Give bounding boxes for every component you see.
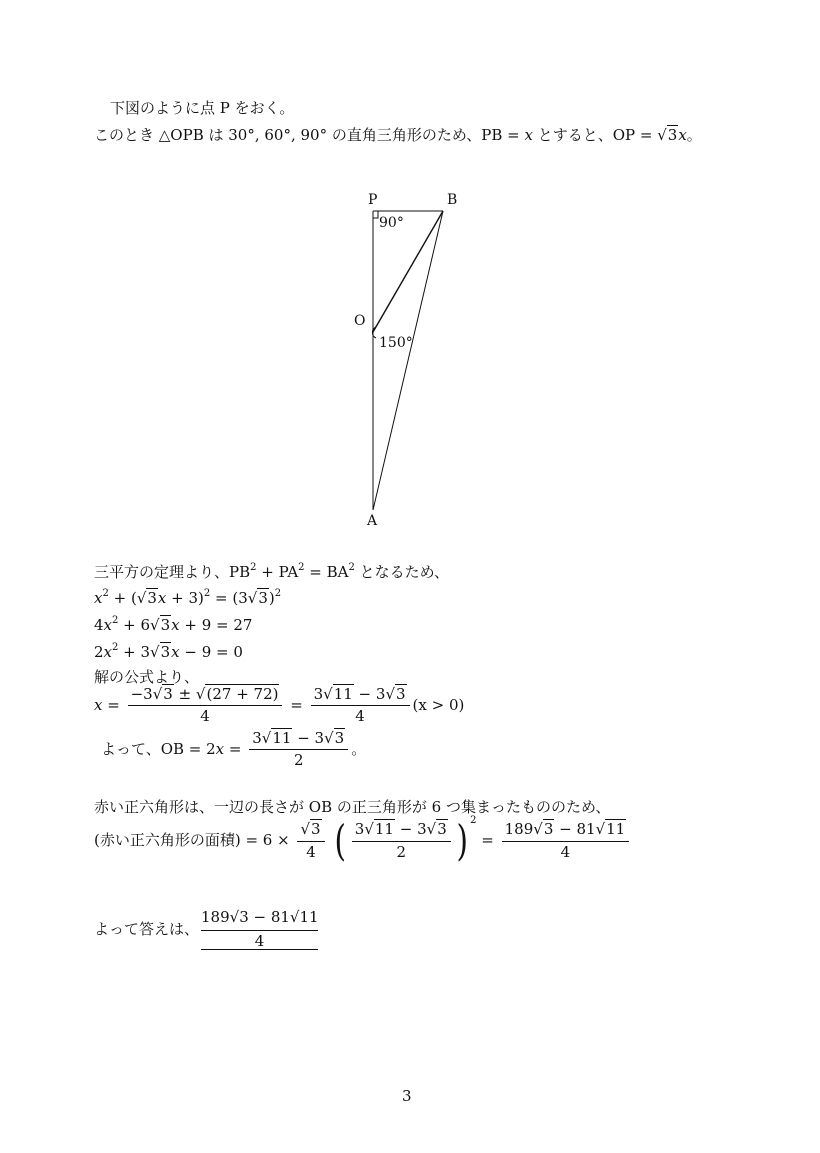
intro-line-2-pre: このとき △OPB は 30°, 60°, 90° の直角三角形のため、PB = [94,126,525,144]
label-O: O [354,313,366,329]
intro-line-2-end: 。 [686,126,702,144]
intro-line-2-mid: とすると、OP = [532,126,658,144]
page-number: 3 [402,1087,412,1105]
area-side-fraction: $\frac{3√11 - 3√3}{2}$ [352,821,451,861]
positivity-condition: (x > 0) [412,695,465,714]
answer-numerator: 189√3 − 81√11 [201,908,319,926]
pythagoras-line: 三平方の定理より、$PB^2 + PA^2 = BA^2$ となるため、 [94,562,450,581]
area-result-fraction: $\frac{189√3 - 81√11}{4}$ [502,821,630,861]
equation-2: $4x^2 + 6√3x + 9 = 27$ [94,615,253,634]
quadratic-solution: x = $\frac{-3√3 \pm √(27 + 72)}{4}$ = $\frac{3√11 - 3√3}{4}$ (x > 0) [94,685,465,726]
label-A: A [367,513,378,529]
solution-fraction: $\frac{3√11 - 3√3}{4}$ [311,686,410,726]
formula-intro: 解の公式より、 [94,668,200,686]
ob-result: よって、OB = 2x = $\frac{3√11 - 3√3}{2}$ 。 [101,729,367,770]
answer-fraction-bar [201,930,318,931]
intro-var-x: x [524,126,533,144]
label-B: B [447,192,458,208]
triangle-figure [340,185,480,535]
intro-sqrt3: √3 [657,126,678,144]
intro-line-1: 下図のように点 P をおく。 [110,99,295,117]
angle-label-90: 90° [379,215,404,231]
answer-underline [201,949,318,950]
equation-1: $x^2 + (√3x + 3)^2 = (3√3)^2$ [94,588,282,607]
ob-fraction: $\frac{3√11 - 3√3}{2}$ [249,730,348,770]
intro-var-x2: x [678,126,687,144]
hexagon-area-equation: (赤い正六角形の面積) = 6 × $\frac{√3}{4}$ ( $\frac{3√11 - 3√3}{2}$ ) $^2$ = $\frac{189√3 - 81√11}{4}$ [94,820,632,862]
answer-prefix: よって答えは、 [94,920,200,938]
equation-3: $2x^2 + 3√3x - 9 = 0$ [94,642,243,661]
quadratic-fraction: $\frac{-3√3 \pm √(27 + 72)}{4}$ [128,686,283,726]
area-coefficient: $\frac{√3}{4}$ [297,821,324,861]
hexagon-explanation: 赤い正六角形は、一辺の長さが OB の正三角形が 6 つ集まったもののため、 [94,798,611,816]
segment-BA [373,211,443,510]
answer-denominator: 4 [254,932,265,950]
intro-line-2 [94,128,702,143]
right-angle-mark [373,211,378,218]
angle-label-150: 150° [379,335,413,351]
label-P: P [368,192,378,208]
